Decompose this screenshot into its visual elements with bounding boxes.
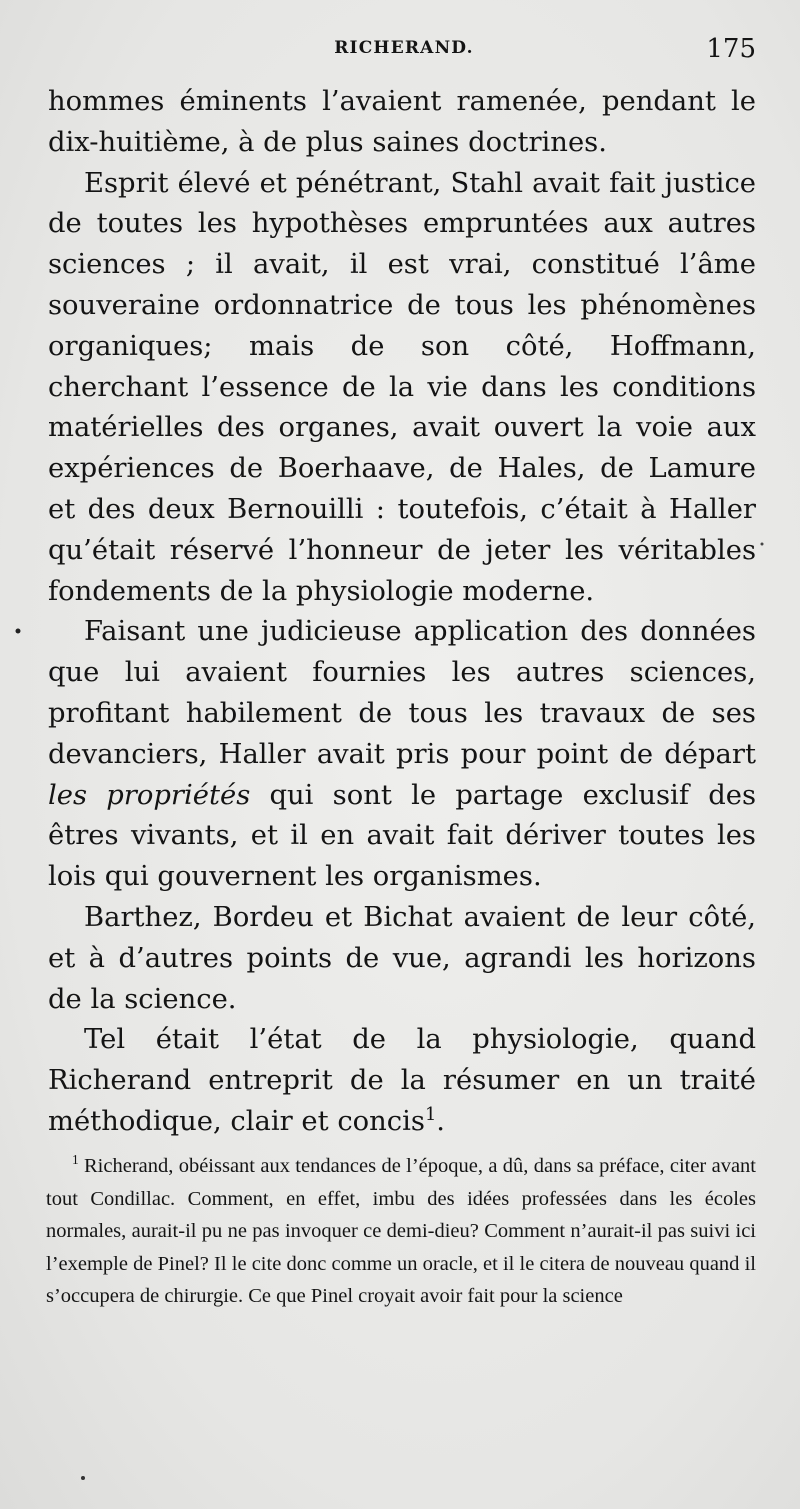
paragraph-1 — [48, 82, 756, 164]
italic-text: les propriétés — [48, 779, 251, 811]
footnote-text: Richerand, obéissant aux tendances de l’époque, a dû, dans sa préface, citer avant tout Condillac. Comment, en effet, imbu des idées professées dans les écoles normales, aurait-il pu ne pas invoquer ce demi-dieu? Comment n’aurait-il pas suivi ici l’exemple de Pinel? Il le cite donc comme un oracle, et il le citera de nouveau quand il s’occupera de chirurgie. Ce que Pinel croyait avoir fait pour la science — [46, 1155, 756, 1307]
running-head — [48, 34, 760, 68]
text-segment: . — [436, 1105, 446, 1137]
paragraph-4 — [48, 898, 756, 1020]
running-title: RICHERAND. — [334, 38, 474, 58]
body-text — [48, 82, 756, 1143]
text-segment: Barthez, Bordeu et Bichat avaient de leur côté, et à d’autres points de vue, agrandi les horizons de la science. — [48, 901, 756, 1015]
ink-speck — [16, 629, 21, 634]
ink-speck — [761, 543, 764, 546]
text-segment: Esprit élevé et pénétrant, Stahl avait fait justice de toutes les hypothèses empruntées aux autres sciences ; il avait, il est vrai, constitué l’âme souveraine ordonnatrice de tous les phénomènes organiques; mais de son côté, Hoffmann, cherchant l’essence de la vie dans les conditions matérielles des organes, avait ouvert la voie aux expériences de Boerhaave, de Hales, de Lamure et des deux Bernouilli : toutefois, c’était à Haller qu’était réservé l’honneur de jeter les véritables fondements de la physiologie moderne. — [48, 167, 756, 607]
text-segment: hommes éminents l’avaient ramenée, pendant le dix-huitième, à de plus saines doctrines. — [48, 86, 756, 158]
footnote-reference: 1 — [424, 1103, 437, 1125]
paragraph-5 — [48, 1020, 756, 1142]
ink-speck — [81, 1476, 85, 1480]
paragraph-2 — [48, 164, 756, 613]
text-segment: Tel était l’état de la physiologie, quand Richerand entreprit de la résumer en un traité méthodique, clair et concis — [48, 1024, 756, 1137]
footnote-marker: 1 — [72, 1152, 79, 1168]
footnote-1 — [46, 1150, 756, 1313]
text-segment: Faisant une judicieuse application des données que lui avaient fournies les autres sciences, profitant habilement de tous les travaux de ses devanciers, Haller avait pris pour point de départ — [48, 616, 756, 770]
page-number: 175 — [706, 34, 756, 64]
footnotes — [46, 1150, 756, 1313]
text-segment: qui sont le partage exclusif des êtres vivants, et il en avait fait dériver toutes les lois qui gouvernent les organismes. — [48, 779, 756, 893]
paragraph-3 — [48, 612, 756, 898]
